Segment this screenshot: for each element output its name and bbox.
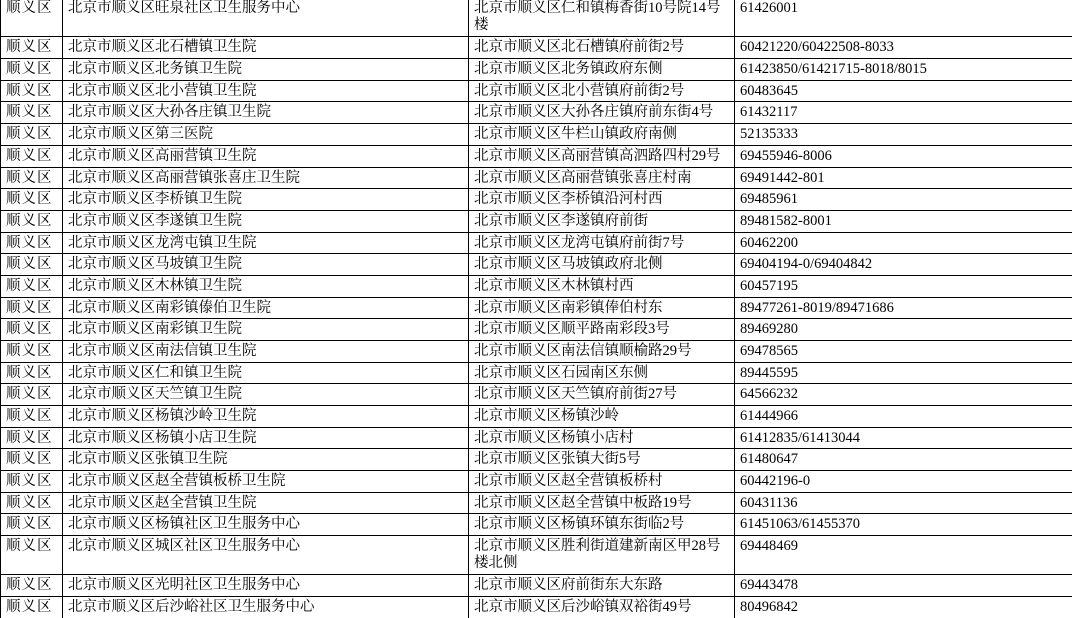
cell-address: 北京市顺义区仁和镇梅香街10号院14号楼 [469,0,735,37]
cell-address: 北京市顺义区北石槽镇府前街2号 [469,37,735,59]
cell-name: 北京市顺义区后沙峪社区卫生服务中心 [63,597,469,618]
cell-address: 北京市顺义区李桥镇沿河村西 [469,189,735,211]
table-row [1,58,1072,80]
cell-address: 北京市顺义区高丽营镇张喜庄村南 [469,167,735,189]
cell-name: 北京市顺义区李桥镇卫生院 [63,189,469,211]
cell-name: 北京市顺义区大孙各庄镇卫生院 [63,102,469,124]
cell-name: 北京市顺义区旺泉社区卫生服务中心 [63,0,469,37]
cell-address: 北京市顺义区木林镇村西 [469,276,735,298]
cell-phone: 89477261-8019/89471686 [735,297,1072,319]
cell-district: 顺义区 [1,276,63,298]
table-row [1,492,1072,514]
table-row [1,167,1072,189]
cell-address: 北京市顺义区高丽营镇高泗路四村29号 [469,145,735,167]
table-row [1,80,1072,102]
table-row [1,449,1072,471]
cell-address: 北京市顺义区石园南区东侧 [469,362,735,384]
cell-name: 北京市顺义区南彩镇傣伯卫生院 [63,297,469,319]
cell-name: 北京市顺义区高丽营镇卫生院 [63,145,469,167]
cell-phone: 69404194-0/69404842 [735,254,1072,276]
cell-phone: 61412835/61413044 [735,427,1072,449]
cell-phone: 60431136 [735,492,1072,514]
table-row [1,276,1072,298]
cell-address: 北京市顺义区杨镇小店村 [469,427,735,449]
cell-address: 北京市顺义区北小营镇府前街2号 [469,80,735,102]
cell-name: 北京市顺义区李遂镇卫生院 [63,211,469,233]
cell-district: 顺义区 [1,80,63,102]
cell-district: 顺义区 [1,102,63,124]
table-row [1,427,1072,449]
cell-address: 北京市顺义区杨镇环镇东街临2号 [469,514,735,536]
cell-district: 顺义区 [1,58,63,80]
cell-district: 顺义区 [1,514,63,536]
cell-name: 北京市顺义区高丽营镇张喜庄卫生院 [63,167,469,189]
cell-district: 顺义区 [1,37,63,59]
cell-phone: 64566232 [735,384,1072,406]
cell-district: 顺义区 [1,189,63,211]
table-row [1,384,1072,406]
cell-phone: 69448469 [735,536,1072,575]
table-row [1,232,1072,254]
table-row [1,575,1072,597]
cell-phone: 61423850/61421715-8018/8015 [735,58,1072,80]
cell-address: 北京市顺义区南法信镇顺榆路29号 [469,341,735,363]
cell-district: 顺义区 [1,341,63,363]
table-row [1,297,1072,319]
cell-name: 北京市顺义区南彩镇卫生院 [63,319,469,341]
cell-district: 顺义区 [1,575,63,597]
table-row [1,597,1072,618]
cell-phone: 60462200 [735,232,1072,254]
cell-phone: 60421220/60422508-8033 [735,37,1072,59]
cell-phone: 61426001 [735,0,1072,37]
table-row [1,145,1072,167]
cell-address: 北京市顺义区杨镇沙岭 [469,406,735,428]
cell-district: 顺义区 [1,167,63,189]
cell-address: 北京市顺义区北务镇政府东侧 [469,58,735,80]
table-row [1,514,1072,536]
cell-phone: 52135333 [735,123,1072,145]
cell-district: 顺义区 [1,123,63,145]
cell-district: 顺义区 [1,536,63,575]
cell-name: 北京市顺义区马坡镇卫生院 [63,254,469,276]
cell-phone: 69443478 [735,575,1072,597]
cell-phone: 60457195 [735,276,1072,298]
cell-name: 北京市顺义区第三医院 [63,123,469,145]
cell-address: 北京市顺义区胜利街道建新南区甲28号楼北侧 [469,536,735,575]
cell-district: 顺义区 [1,297,63,319]
cell-address: 北京市顺义区南彩镇俸伯村东 [469,297,735,319]
table-row [1,471,1072,493]
cell-name: 北京市顺义区北小营镇卫生院 [63,80,469,102]
table-row [1,0,1072,37]
cell-name: 北京市顺义区赵全营镇卫生院 [63,492,469,514]
cell-name: 北京市顺义区龙湾屯镇卫生院 [63,232,469,254]
cell-phone: 89469280 [735,319,1072,341]
cell-phone: 61444966 [735,406,1072,428]
cell-phone: 69455946-8006 [735,145,1072,167]
cell-address: 北京市顺义区龙湾屯镇府前街7号 [469,232,735,254]
cell-name: 北京市顺义区赵全营镇板桥卫生院 [63,471,469,493]
cell-district: 顺义区 [1,232,63,254]
cell-phone: 61480647 [735,449,1072,471]
cell-district: 顺义区 [1,492,63,514]
cell-name: 北京市顺义区城区社区卫生服务中心 [63,536,469,575]
cell-district: 顺义区 [1,362,63,384]
cell-phone: 60483645 [735,80,1072,102]
cell-district: 顺义区 [1,319,63,341]
table-row [1,211,1072,233]
cell-phone: 60442196-0 [735,471,1072,493]
cell-address: 北京市顺义区府前街东大东路 [469,575,735,597]
cell-address: 北京市顺义区赵全营镇板桥村 [469,471,735,493]
cell-name: 北京市顺义区杨镇社区卫生服务中心 [63,514,469,536]
cell-district: 顺义区 [1,427,63,449]
cell-name: 北京市顺义区张镇卫生院 [63,449,469,471]
table-row [1,406,1072,428]
cell-phone: 69485961 [735,189,1072,211]
cell-address: 北京市顺义区天竺镇府前街27号 [469,384,735,406]
cell-address: 北京市顺义区赵全营镇中板路19号 [469,492,735,514]
cell-district: 顺义区 [1,406,63,428]
cell-phone: 61451063/61455370 [735,514,1072,536]
cell-name: 北京市顺义区仁和镇卫生院 [63,362,469,384]
cell-district: 顺义区 [1,384,63,406]
table-row [1,189,1072,211]
cell-address: 北京市顺义区顺平路南彩段3号 [469,319,735,341]
cell-name: 北京市顺义区北务镇卫生院 [63,58,469,80]
table-row [1,319,1072,341]
table-row [1,341,1072,363]
table-row [1,102,1072,124]
table-row [1,254,1072,276]
cell-phone: 80496842 [735,597,1072,618]
cell-address: 北京市顺义区张镇大街5号 [469,449,735,471]
cell-phone: 89445595 [735,362,1072,384]
cell-district: 顺义区 [1,597,63,618]
facility-table-body [1,0,1072,618]
table-row [1,536,1072,575]
cell-phone: 89481582-8001 [735,211,1072,233]
cell-name: 北京市顺义区杨镇小店卫生院 [63,427,469,449]
table-row [1,37,1072,59]
cell-address: 北京市顺义区马坡镇政府北侧 [469,254,735,276]
cell-phone: 69478565 [735,341,1072,363]
cell-district: 顺义区 [1,145,63,167]
cell-name: 北京市顺义区天竺镇卫生院 [63,384,469,406]
cell-district: 顺义区 [1,0,63,37]
cell-address: 北京市顺义区大孙各庄镇府前东街4号 [469,102,735,124]
cell-name: 北京市顺义区杨镇沙岭卫生院 [63,406,469,428]
cell-address: 北京市顺义区牛栏山镇政府南侧 [469,123,735,145]
cell-name: 北京市顺义区南法信镇卫生院 [63,341,469,363]
cell-phone: 61432117 [735,102,1072,124]
cell-address: 北京市顺义区后沙峪镇双裕街49号 [469,597,735,618]
cell-name: 北京市顺义区光明社区卫生服务中心 [63,575,469,597]
cell-district: 顺义区 [1,211,63,233]
cell-name: 北京市顺义区北石槽镇卫生院 [63,37,469,59]
cell-name: 北京市顺义区木林镇卫生院 [63,276,469,298]
table-row [1,123,1072,145]
cell-district: 顺义区 [1,254,63,276]
cell-district: 顺义区 [1,449,63,471]
cell-address: 北京市顺义区李遂镇府前街 [469,211,735,233]
table-row [1,362,1072,384]
cell-phone: 69491442-801 [735,167,1072,189]
cell-district: 顺义区 [1,471,63,493]
